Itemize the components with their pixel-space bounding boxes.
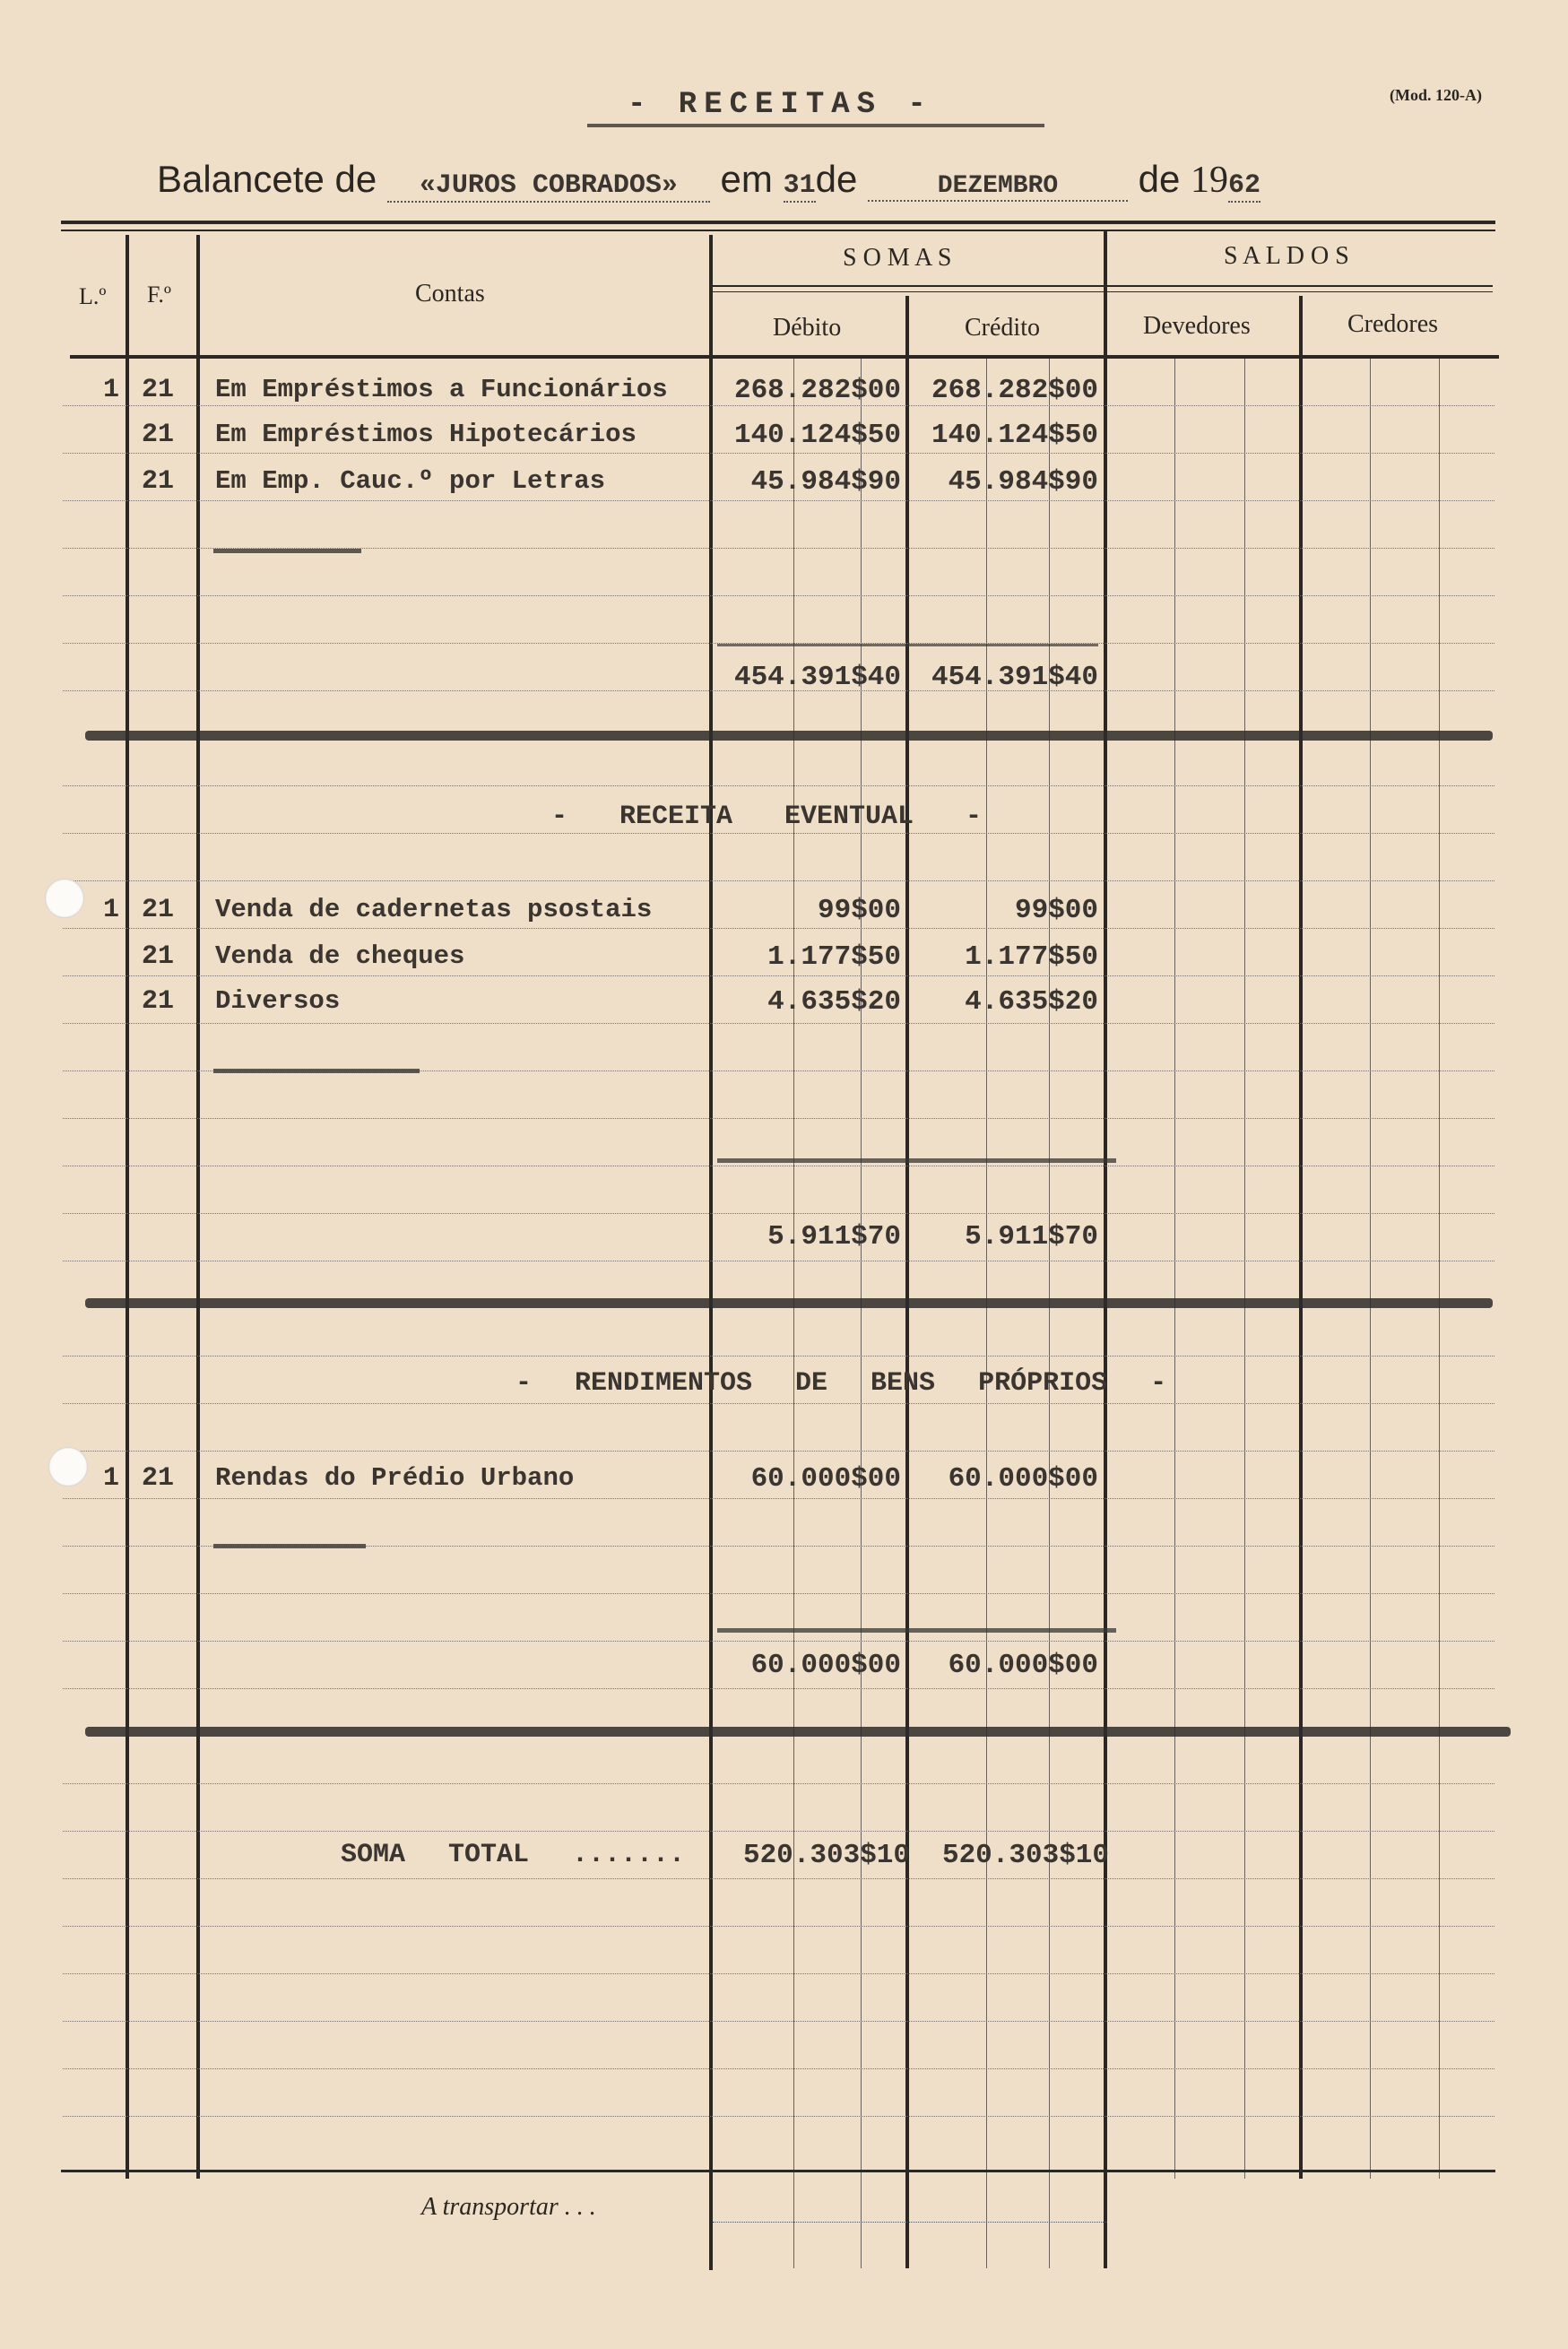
ruled-line <box>63 500 1494 501</box>
a-transportar: A transportar . . . <box>421 2193 596 2221</box>
de-label-2: de <box>1138 158 1181 200</box>
col-livro: L.º <box>79 283 107 309</box>
row-credito: 99$00 <box>1014 895 1098 926</box>
row-folio: 21 <box>142 420 175 450</box>
vline-contas <box>709 235 713 2270</box>
row-debito: 45.984$90 <box>750 466 901 498</box>
ruled-line <box>63 1783 1494 1784</box>
vline-folio <box>196 235 200 2179</box>
row-folio: 21 <box>142 986 175 1017</box>
col-saldos: S A L D O S <box>1224 242 1349 270</box>
ruled-line <box>63 1118 1494 1119</box>
section-total-credito: 60.000$00 <box>948 1650 1098 1681</box>
ruled-line <box>63 1973 1494 1974</box>
year-prefix: 19 <box>1191 160 1229 201</box>
subtotal-rule <box>717 1628 1116 1633</box>
ruled-line <box>63 1878 1494 1879</box>
row-debito: 99$00 <box>817 895 901 926</box>
punch-hole <box>45 879 84 918</box>
row-conta: Venda de cadernetas psostais <box>215 895 653 924</box>
row-conta: Venda de cheques <box>215 941 465 971</box>
row-credito: 1.177$50 <box>965 941 1098 973</box>
section-heading: - RECEITA EVENTUAL - <box>551 802 983 832</box>
ruled-line <box>63 2021 1494 2022</box>
vthin-6 <box>1244 359 1245 2179</box>
section-total-debito: 454.391$40 <box>733 662 901 693</box>
section-total-debito: 60.000$00 <box>750 1650 901 1681</box>
header-top-rule <box>61 221 1495 224</box>
transport-line <box>713 2222 1107 2223</box>
row-livro: 1 <box>103 375 120 405</box>
ruled-line <box>63 1688 1494 1689</box>
section-total-debito: 5.911$70 <box>767 1221 901 1253</box>
balancete-line <box>157 158 1260 203</box>
de-label-1: de <box>815 158 858 200</box>
row-livro: 1 <box>103 895 120 925</box>
grand-total-credito: 520.303$10 <box>941 1840 1109 1871</box>
row-folio: 21 <box>142 895 175 925</box>
row-credito: 60.000$00 <box>948 1463 1098 1495</box>
row-conta: Diversos <box>215 986 341 1016</box>
ruled-line <box>63 1451 1494 1452</box>
ruled-line <box>63 1498 1494 1499</box>
punch-hole <box>48 1447 88 1487</box>
row-folio: 21 <box>142 466 175 497</box>
month: DEZEMBRO <box>868 172 1128 202</box>
vline-livro <box>126 235 129 2179</box>
subtotal-rule <box>717 644 1098 646</box>
ruled-line <box>63 928 1494 929</box>
ruled-line <box>63 833 1494 834</box>
row-credito: 140.124$50 <box>931 420 1098 451</box>
ruled-line <box>63 1641 1494 1642</box>
section-heading: - RENDIMENTOS DE BENS PRÓPRIOS - <box>515 1368 1167 1399</box>
row-conta: Em Empréstimos Hipotecários <box>215 420 637 449</box>
row-debito: 140.124$50 <box>733 420 901 451</box>
ruled-line <box>63 2068 1494 2069</box>
grand-total-label: SOMA TOTAL ....... <box>341 1840 686 1870</box>
ruled-line <box>63 595 1494 596</box>
grand-total-debito: 520.303$10 <box>742 1840 910 1871</box>
row-credito: 45.984$90 <box>948 466 1098 498</box>
ruled-line <box>63 975 1494 976</box>
dash-mark <box>213 1069 420 1073</box>
col-devedores: Devedores <box>1143 312 1251 340</box>
ruled-line <box>63 1356 1494 1357</box>
row-conta: Em Emp. Cauc.º por Letras <box>215 466 606 496</box>
col-debito: Débito <box>773 314 842 342</box>
row-folio: 21 <box>142 375 175 405</box>
vthin-5 <box>1174 359 1175 2179</box>
col-folio: F.º <box>147 282 171 308</box>
page-title: - RECEITAS - <box>628 88 933 122</box>
title-underline <box>587 124 1044 127</box>
vthin-8 <box>1439 359 1440 2179</box>
header-bottom-rule <box>70 355 1499 359</box>
vline-debito <box>905 296 909 2268</box>
ruled-line <box>63 2116 1494 2117</box>
dash-mark <box>213 1544 366 1548</box>
section-total-credito: 5.911$70 <box>965 1221 1098 1253</box>
em-label: em <box>720 158 773 200</box>
row-folio: 21 <box>142 1463 175 1494</box>
header-top-rule-2 <box>61 230 1495 231</box>
section-divider <box>85 1298 1493 1308</box>
ruled-line <box>63 785 1494 786</box>
ruled-line <box>63 1023 1494 1024</box>
row-credito: 268.282$00 <box>931 375 1098 406</box>
col-credito: Crédito <box>965 314 1040 342</box>
ruled-line <box>63 453 1494 454</box>
ruled-line <box>63 880 1494 881</box>
ruled-line <box>63 1926 1494 1927</box>
row-folio: 21 <box>142 941 175 972</box>
ruled-line <box>63 1403 1494 1404</box>
dash-mark <box>213 549 361 553</box>
somas-rule-2 <box>713 291 1493 292</box>
vline-credito <box>1104 231 1107 2268</box>
day: 31 <box>783 170 816 201</box>
somas-rule <box>713 285 1493 287</box>
row-conta: Rendas do Prédio Urbano <box>215 1463 575 1493</box>
row-conta: Em Empréstimos a Funcionários <box>215 375 668 404</box>
row-credito: 4.635$20 <box>965 986 1098 1018</box>
table-bottom-rule <box>61 2170 1495 2172</box>
col-somas: S O M A S <box>843 244 952 272</box>
row-debito: 1.177$50 <box>767 941 901 973</box>
vthin-7 <box>1370 359 1371 2179</box>
vline-devedores <box>1299 296 1303 2179</box>
section-divider <box>85 731 1493 741</box>
row-debito: 60.000$00 <box>750 1463 901 1495</box>
model-number: (Mod. 120-A) <box>1390 86 1482 104</box>
col-credores: Credores <box>1347 310 1439 338</box>
section-divider <box>85 1727 1511 1737</box>
year-suffix: 62 <box>1228 170 1261 201</box>
section-total-credito: 454.391$40 <box>931 662 1098 693</box>
ruled-line <box>63 1213 1494 1214</box>
account-name: «JUROS COBRADOS» <box>387 170 710 203</box>
subtotal-rule <box>717 1158 1116 1163</box>
row-debito: 268.282$00 <box>733 375 901 406</box>
balancete-label: Balancete de <box>157 158 377 200</box>
ruled-line <box>63 1593 1494 1594</box>
row-debito: 4.635$20 <box>767 986 901 1018</box>
col-contas: Contas <box>415 280 485 308</box>
row-livro: 1 <box>103 1463 120 1494</box>
ruled-line <box>63 1831 1494 1832</box>
